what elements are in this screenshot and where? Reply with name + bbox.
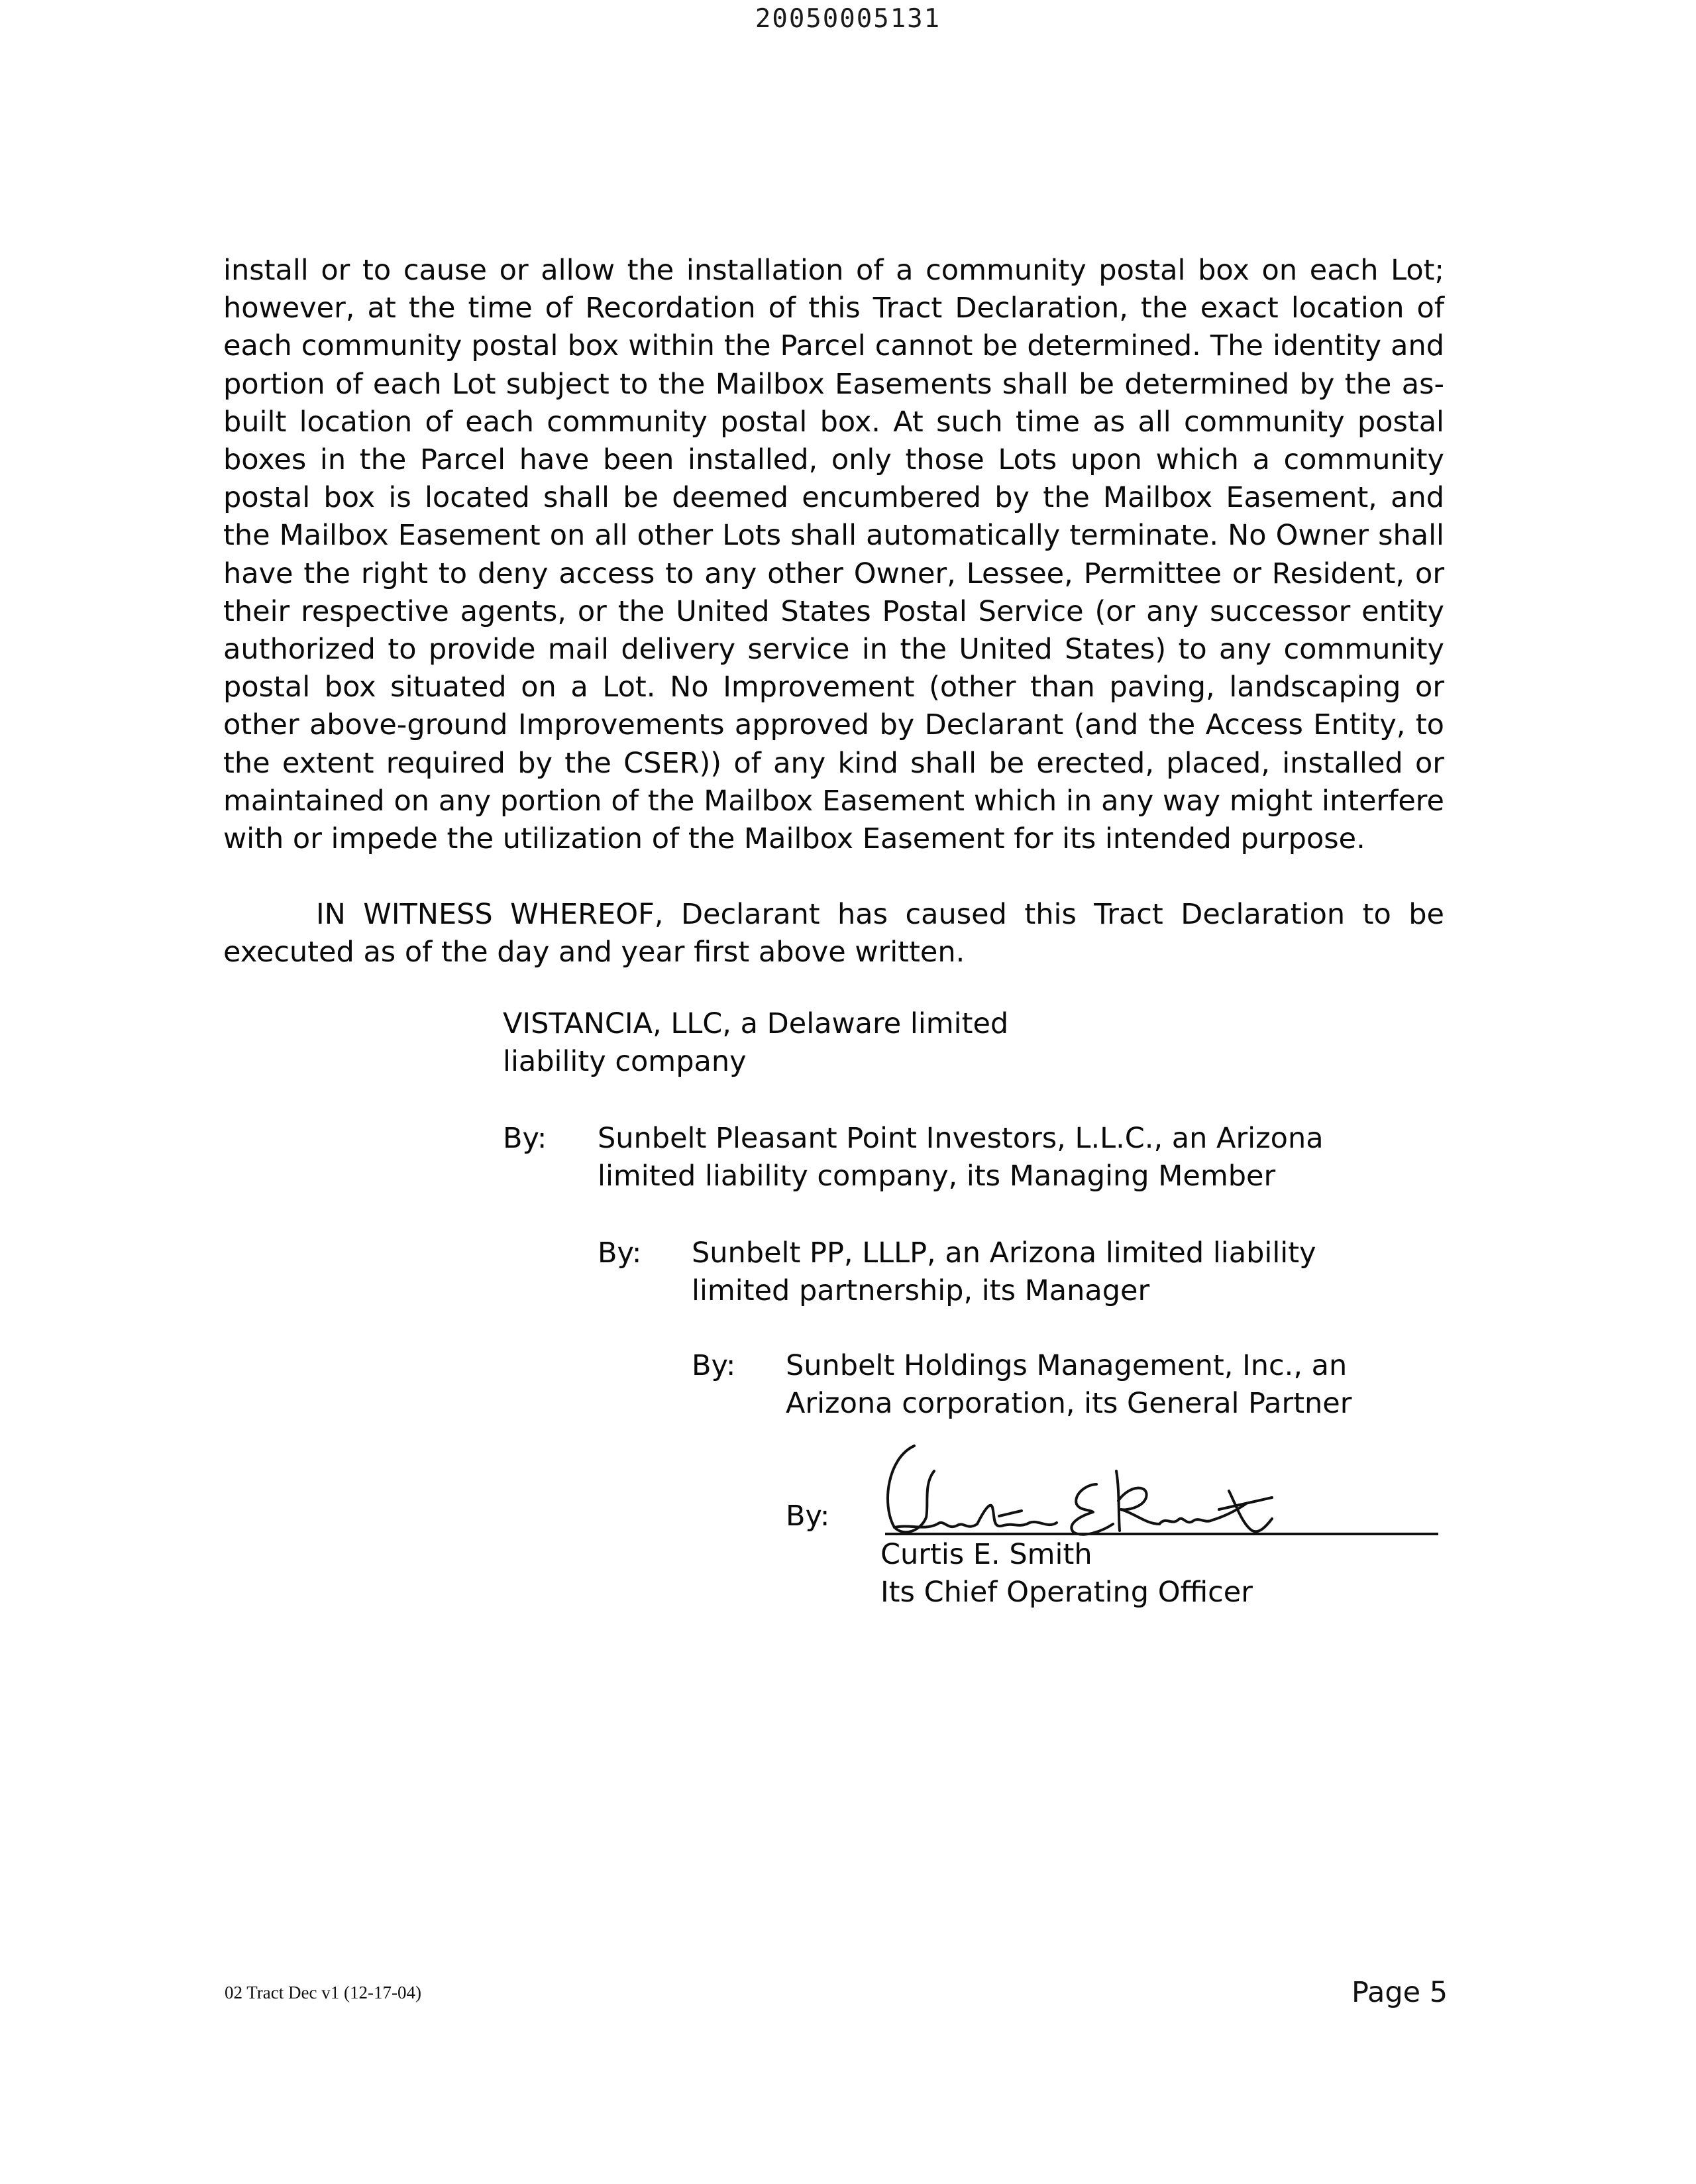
by-label-signature: By: xyxy=(786,1500,830,1533)
signer-title: Its Chief Operating Officer xyxy=(880,1576,1253,1609)
by-label-3: By: xyxy=(692,1349,736,1382)
manager xyxy=(692,1234,1316,1310)
by-label-2: By: xyxy=(598,1236,642,1270)
signatory-entity-line2: liability company xyxy=(503,1045,747,1078)
general-partner-line1: Sunbelt Holdings Management, Inc., an xyxy=(786,1349,1348,1382)
general-partner-line2: Arizona corporation, its General Partner xyxy=(786,1387,1352,1420)
signatory-entity-line1: VISTANCIA, LLC, a Delaware limited xyxy=(503,1007,1009,1040)
signatory-entity xyxy=(503,1005,1008,1081)
general-partner xyxy=(786,1347,1352,1423)
signer-info xyxy=(880,1536,1253,1611)
handwritten-signature xyxy=(874,1431,1285,1544)
managing-member-line1: Sunbelt Pleasant Point Investors, L.L.C., an Arizona xyxy=(598,1122,1324,1155)
body-paragraph: install or to cause or allow the installation of a community postal box on each Lot; however, at the time of Recordation of this Tract Declaration, the exact location of each community postal box within the Parcel cannot be determined. The identity and portion of each Lot subject to the Mailbox Easements shall be determined by the as-built location of each community postal box. At such time as all community postal boxes in the Parcel have been installed, only those Lots upon which a community postal box is located shall be deemed encumbered by the Mailbox Easement, and the Mailbox Easement on all other Lots shall automatically terminate. No Owner shall have the right to deny access to any other Owner, Lessee, Permittee or Resident, or their respective agents, or the United States Postal Service (or any successor entity authorized to provide mail delivery service in the United States) to any community postal box situated on a Lot. No Improvement (other than paving, landscaping or other above-ground Improvements approved by Declarant (and the Access Entity, to the extent required by the CSER)) of any kind shall be erected, placed, installed or maintained on any portion of the Mailbox Easement which in any way might interfere with or impede the utilization of the Mailbox Easement for its intended purpose. xyxy=(223,254,1444,856)
signature-line xyxy=(885,1533,1438,1535)
signer-name: Curtis E. Smith xyxy=(880,1538,1092,1571)
by-label-1: By: xyxy=(503,1122,547,1155)
manager-line1: Sunbelt PP, LLLP, an Arizona limited liability xyxy=(692,1236,1316,1270)
manager-line2: limited partnership, its Manager xyxy=(692,1274,1150,1307)
managing-member-line2: limited liability company, its Managing Member xyxy=(598,1160,1276,1193)
managing-member xyxy=(598,1120,1324,1195)
witness-paragraph: IN WITNESS WHEREOF, Declarant has caused this Tract Declaration to be executed as of the day and year first above written. xyxy=(223,898,1444,969)
footer-file-reference: 02 Tract Dec v1 (12-17-04) xyxy=(225,1983,421,2002)
document-number: 20050005131 xyxy=(755,4,941,34)
page-number: Page 5 xyxy=(1352,1976,1448,2009)
